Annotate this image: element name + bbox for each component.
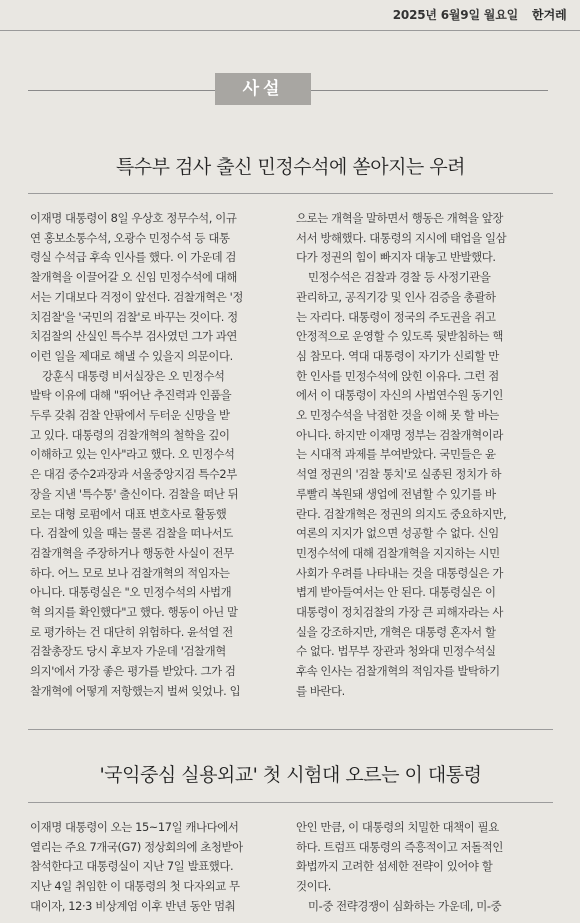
article-text-line: 여론의 지지가 없으면 성공할 수 없다. 신임: [296, 526, 499, 541]
article-text-line: 발탁 이유에 대해 "뛰어난 추진력과 인품을: [30, 388, 232, 403]
publication-date: 2025년 6월9일 월요일: [392, 8, 518, 22]
article-text-line: 혁 의지를 확인했다"고 했다. 행동이 아닌 말: [30, 605, 238, 620]
article-text-line: 볍게 받아들여서는 안 된다. 대통령실은 이: [296, 585, 496, 600]
article-text-line: 찰개혁에 어떻게 저항했는지 벌써 잊었나. 입: [30, 683, 241, 698]
editorial-2-title-rule: [28, 802, 553, 803]
article-text-line: 루빨리 복원돼 생업에 전념할 수 있기를 바: [296, 486, 496, 501]
article-text-line: 이런 일을 제대로 해낼 수 있을지 의문이다.: [30, 348, 233, 363]
article-text-line: 연 홍보소통수석, 오광수 민정수석 등 대통: [30, 230, 230, 245]
article-text-line: 다. 검찰에 있을 때는 물론 검찰을 떠나서도: [30, 526, 233, 541]
article-text-line: 고 있다. 대통령의 검찰개혁의 철학을 깊이: [30, 427, 230, 442]
article-text-line: 열리는 주요 7개국(G7) 정상회의에 초청받아: [30, 839, 243, 854]
article-text-line: 대이자, 12·3 비상계엄 이후 반년 동안 멈춰: [30, 898, 236, 913]
article-text-line: 장을 지낸 '특수통' 출신이다. 검찰을 떠난 뒤: [30, 486, 239, 501]
article-text-line: 로는 대형 로펌에서 대표 변호사로 활동했: [30, 506, 227, 521]
article-text-line: 를 바란다.: [296, 683, 345, 698]
article-text-line: 수 없다. 법무부 장관과 청와대 민정수석실: [296, 644, 496, 659]
editorial-1-title-rule: [28, 193, 553, 194]
article-text-line: 검찰총장도 당시 후보자 가운데 '검찰개혁: [30, 644, 226, 659]
article-text-line: 화법까지 고려한 섬세한 전략이 있어야 할: [296, 859, 493, 874]
article-text-line: 다가 정권의 힘이 빠지자 대놓고 반발했다.: [296, 250, 496, 265]
article-text-line: 이해하고 있는 인사"라고 했다. 오 민정수석: [30, 447, 235, 462]
article-text-line: 으로는 개혁을 말하면서 행동은 개혁을 앞장: [296, 211, 503, 225]
article-text-line: 안정적으로 운영할 수 있도록 뒷받침하는 핵: [296, 329, 503, 344]
article-text-line: 강훈식 대통령 비서실장은 오 민정수석: [42, 368, 225, 383]
article-text-line: 이재명 대통령이 오는 15~17일 캐나다에서: [30, 820, 239, 834]
article-text-line: 검찰개혁을 주장하거나 행동한 사실이 전무: [30, 545, 234, 560]
article-text-line: 령실 수석급 후속 인사를 했다. 이 가운데 검: [30, 250, 237, 265]
editorial-2-title: '국익중심 실용외교' 첫 시험대 오르는 이 대통령: [99, 764, 482, 786]
article-text-line: 은 대검 중수2과장과 서울중앙지검 특수2부: [30, 467, 237, 482]
editorial-2-column-left: [30, 818, 285, 917]
article-text-line: 서는 기대보다 걱정이 앞선다. 검찰개혁은 '정: [30, 289, 243, 304]
article-text-line: 두루 갖춰 검찰 안팎에서 두터운 신망을 받: [30, 408, 230, 423]
article-text-line: 아니다. 하지만 이재명 정부는 검찰개혁이라: [296, 427, 503, 442]
article-text-line: 란다. 검찰개혁은 정권의 의지도 중요하지만,: [296, 506, 507, 521]
article-text-line: 사회가 우려를 나타내는 것을 대통령실은 가: [296, 565, 503, 580]
article-text-line: 참석한다고 대통령실이 지난 7일 발표했다.: [30, 859, 234, 874]
article-text-line: 아니다. 대통령실은 "오 민정수석의 사법개: [30, 585, 232, 600]
article-text-line: 후속 인사는 검찰개혁의 적임자를 발탁하기: [296, 664, 500, 679]
section-label: 사설: [215, 73, 311, 105]
article-text-line: 심 참모다. 역대 대통령이 자기가 신뢰할 만: [296, 348, 499, 363]
article-text-line: 민정수석은 검찰과 경찰 등 사정기관을: [308, 270, 491, 285]
article-text-line: 미-중 전략경쟁이 심화하는 가운데, 미-중: [308, 898, 502, 913]
page-header: [0, 0, 580, 31]
article-text-line: 실을 강조하지만, 개혁은 대통령 혼자서 할: [296, 624, 496, 639]
editorial-1-column-right: [296, 209, 551, 702]
article-text-line: 서서 방해했다. 대통령의 지시에 태업을 일삼: [296, 230, 507, 245]
article-text-line: 안인 만큼, 이 대통령의 치밀한 대책이 필요: [296, 820, 499, 834]
article-text-line: 석열 정권의 '검찰 통치'로 실종된 정치가 하: [296, 467, 502, 482]
article-text-line: 의지'에서 가장 좋은 평가를 받았다. 그가 검: [30, 664, 236, 679]
article-text-line: 하다. 트럼프 대통령의 즉흥적이고 저돌적인: [296, 839, 503, 854]
article-text-line: 치검찰'을 '국민의 검찰'로 바꾸는 것이다. 정: [30, 309, 238, 324]
article-text-line: 한 인사를 민정수석에 앉힌 이유다. 그런 점: [296, 368, 499, 383]
article-text-line: 치검찰의 산실인 특수부 검사였던 그가 과연: [30, 329, 237, 344]
article-text-line: 민정수석에 대해 검찰개혁을 지지하는 시민: [296, 545, 500, 560]
article-text-line: 찰개혁을 이끌어갈 오 신임 민정수석에 대해: [30, 270, 237, 285]
article-text-line: 에서 이 대통령이 자신의 사법연수원 동기인: [296, 388, 503, 403]
article-text-line: 대통령이 정치검찰의 가장 큰 피해자라는 사: [296, 605, 503, 620]
article-text-line: 지난 4일 취임한 이 대통령의 첫 다자외교 무: [30, 879, 240, 894]
article-text-line: 관리하고, 공직기강 및 인사 검증을 총괄하: [296, 289, 496, 304]
article-text-line: 것이다.: [296, 879, 332, 894]
editorial-2-column-right: [296, 818, 551, 917]
article-text-line: 로 평가하는 건 대단히 위험하다. 윤석열 전: [30, 624, 233, 639]
article-text-line: 이재명 대통령이 8일 우상호 정무수석, 이규: [30, 211, 237, 225]
article-text-line: 오 민정수석을 낙점한 것을 이해 못 할 바는: [296, 408, 499, 423]
newspaper-name: 한겨레: [532, 8, 567, 22]
article-text-line: 는 시대적 과제를 부여받았다. 국민들은 윤: [296, 447, 496, 462]
article-text-line: 는 자리다. 대통령이 정국의 주도권을 쥐고: [296, 309, 496, 324]
editorial-divider: [28, 729, 553, 730]
editorial-1-title: 특수부 검사 출신 민정수석에 쏟아지는 우려: [115, 156, 466, 178]
editorial-1-column-left: [30, 209, 285, 702]
article-text-line: 하다. 어느 모로 보나 검찰개혁의 적임자는: [30, 565, 230, 580]
